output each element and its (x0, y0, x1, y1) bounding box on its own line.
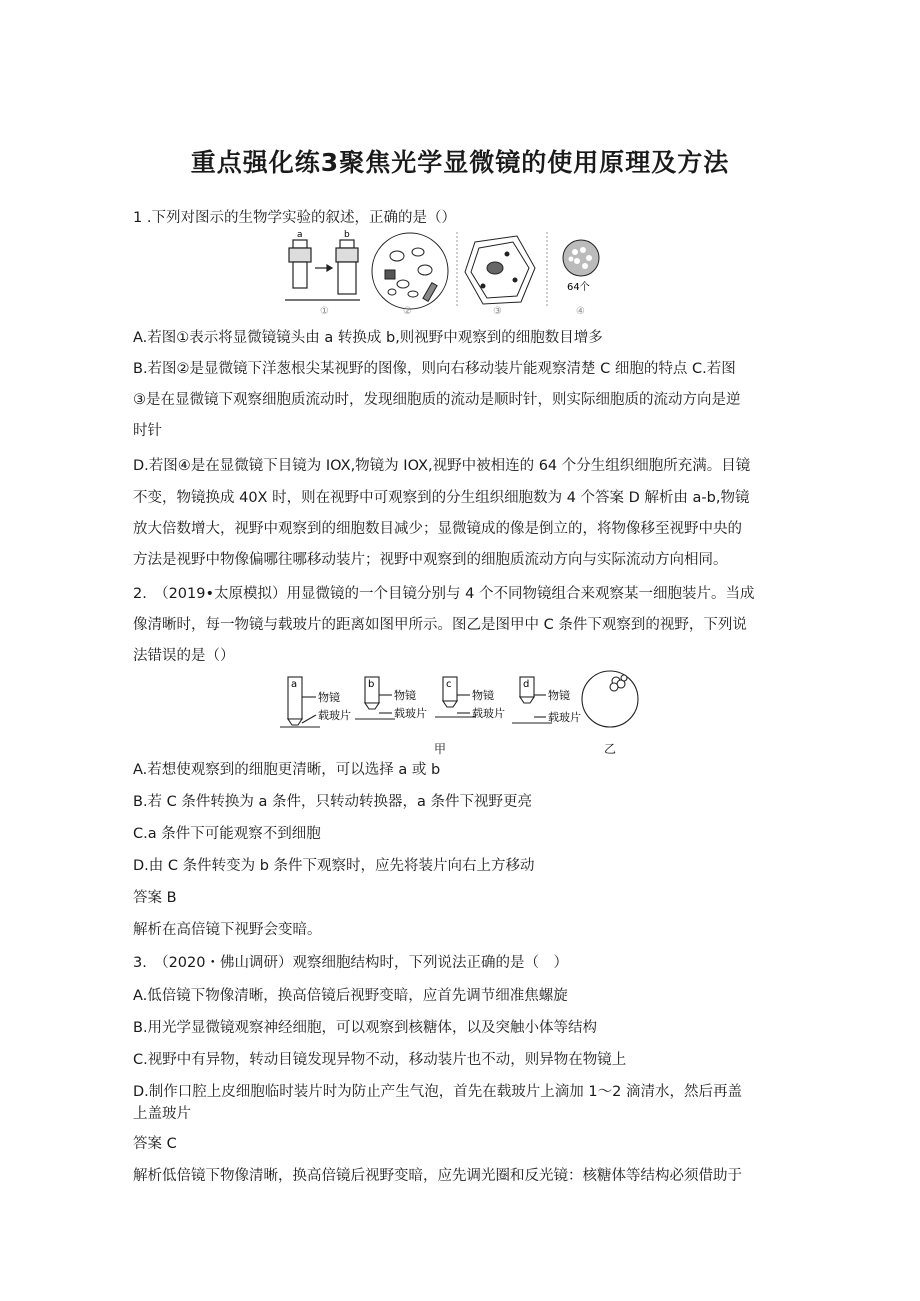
q1-label-p2: ② (403, 306, 412, 317)
q2-objective-c: 物镜 (472, 689, 494, 702)
q1-label-p1: ① (320, 306, 329, 317)
q2-answer: 答案 B (133, 890, 177, 906)
q1-label-a: a (297, 230, 303, 240)
q3-option-d-line2: 上盖玻片 (133, 1106, 191, 1122)
q1-option-d-line4: 方法是视野中物像偏哪往哪移动装片；视野中观察到的细胞质流动方向与实际流动方向相同。 (133, 552, 728, 568)
q3-analysis: 解析低倍镜下物像清晰，换高倍镜后视野变暗，应先调光圈和反光镜：核糖体等结构必须借助于 (133, 1168, 742, 1184)
q1-panel-2 (372, 233, 448, 309)
q2-objective-a: 物镜 (318, 691, 340, 704)
q2-analysis: 解析在高倍镜下视野会变暗。 (133, 922, 322, 938)
q1-stem: 1 .下列对图示的生物学实验的叙述，正确的是（） (133, 210, 456, 226)
q2-objective-b: 物镜 (394, 689, 416, 702)
q2-figure-jia: 甲 (434, 742, 447, 756)
q2-option-a: A.若想使观察到的细胞更清晰，可以选择 a 或 b (133, 762, 441, 778)
q2-slide-b: 载玻片 (394, 707, 427, 720)
page-title: 重点强化练3聚焦光学显微镜的使用原理及方法 (190, 148, 730, 177)
q1-option-b-line1: B.若图②是显微镜下洋葱根尖某视野的图像，则向右移动装片能观察清楚 C 细胞的特点 C.若图 (133, 361, 736, 377)
q1-label-p4: ④ (576, 306, 585, 317)
q1-option-d-line2: 不变，物镜换成 40X 时，则在视野中可观察到的分生组织细胞数为 4 个答案 D 解析由 a-b,物镜 (133, 490, 750, 506)
q2-slide-a: 载玻片 (318, 709, 351, 722)
q3-option-a: A.低倍镜下物像清晰，换高倍镜后视野变暗，应首先调节细准焦螺旋 (133, 988, 568, 1004)
q1-count-label: 64个 (567, 282, 590, 293)
q2-stem-line1: 2. （2019•太原模拟）用显微镜的一个目镜分别与 4 个不同物镜组合来观察某一细胞装片。当成 (133, 586, 755, 602)
q1-panel-3 (465, 236, 535, 304)
q1-option-b-line3: 时针 (133, 423, 162, 439)
q2-label-b: b (368, 679, 375, 690)
q1-label-b: b (344, 230, 350, 240)
q3-option-d-line1: D.制作口腔上皮细胞临时装片时为防止产生气泡，首先在载玻片上滴加 1～2 滴清水，然后再盖 (133, 1084, 742, 1100)
q2-figure (280, 667, 640, 735)
q2-option-b: B.若 C 条件转换为 a 条件，只转动转换器，a 条件下视野更亮 (133, 794, 532, 810)
q1-option-d-line3: 放大倍数增大，视野中观察到的细胞数目减少；显微镜成的像是倒立的，将物像移至视野中央的 (133, 521, 742, 537)
q1-option-a: A.若图①表示将显微镜镜头由 a 转换成 b,则视野中观察到的细胞数目增多 (133, 330, 603, 346)
q1-figure (285, 228, 615, 318)
q2-label-a: a (291, 679, 298, 690)
q1-label-p3: ③ (493, 306, 502, 317)
q3-option-c: C.视野中有异物，转动目镜发现异物不动，移动装片也不动，则异物在物镜上 (133, 1052, 627, 1068)
q3-stem: 3. （2020・佛山调研）观察细胞结构时，下列说法正确的是（ ） (133, 955, 568, 971)
q2-stem-line3: 法错误的是（） (133, 648, 235, 664)
q2-objective-d: 物镜 (548, 689, 570, 702)
q2-label-d: d (523, 679, 530, 690)
q3-answer: 答案 C (133, 1136, 177, 1152)
q1-option-b-line2: ③是在显微镜下观察细胞质流动时，发现细胞质的流动是顺时针，则实际细胞质的流动方向是逆 (133, 392, 741, 408)
q2-slide-c: 载玻片 (472, 707, 505, 720)
q2-stem-line2: 像清晰时，每一物镜与载玻片的距离如图甲所示。图乙是图甲中 C 条件下观察到的视野，下列说 (133, 617, 747, 633)
q3-option-b: B.用光学显微镜观察神经细胞，可以观察到核糖体，以及突触小体等结构 (133, 1020, 598, 1036)
q2-figure-yi: 乙 (604, 742, 617, 756)
q2-option-c: C.a 条件下可能观察不到细胞 (133, 826, 321, 842)
q2-slide-d: 载玻片 (548, 711, 581, 724)
q1-panel-1 (285, 240, 360, 300)
q1-option-d-line1: D.若图④是在显微镜下目镜为 IOX,物镜为 IOX,视野中被相连的 64 个分生组织细胞所充满。目镜 (133, 458, 751, 474)
q1-panel-4 (563, 240, 599, 276)
q2-label-c: c (446, 679, 452, 690)
q2-option-d: D.由 C 条件转变为 b 条件下观察时，应先将装片向右上方移动 (133, 858, 535, 874)
